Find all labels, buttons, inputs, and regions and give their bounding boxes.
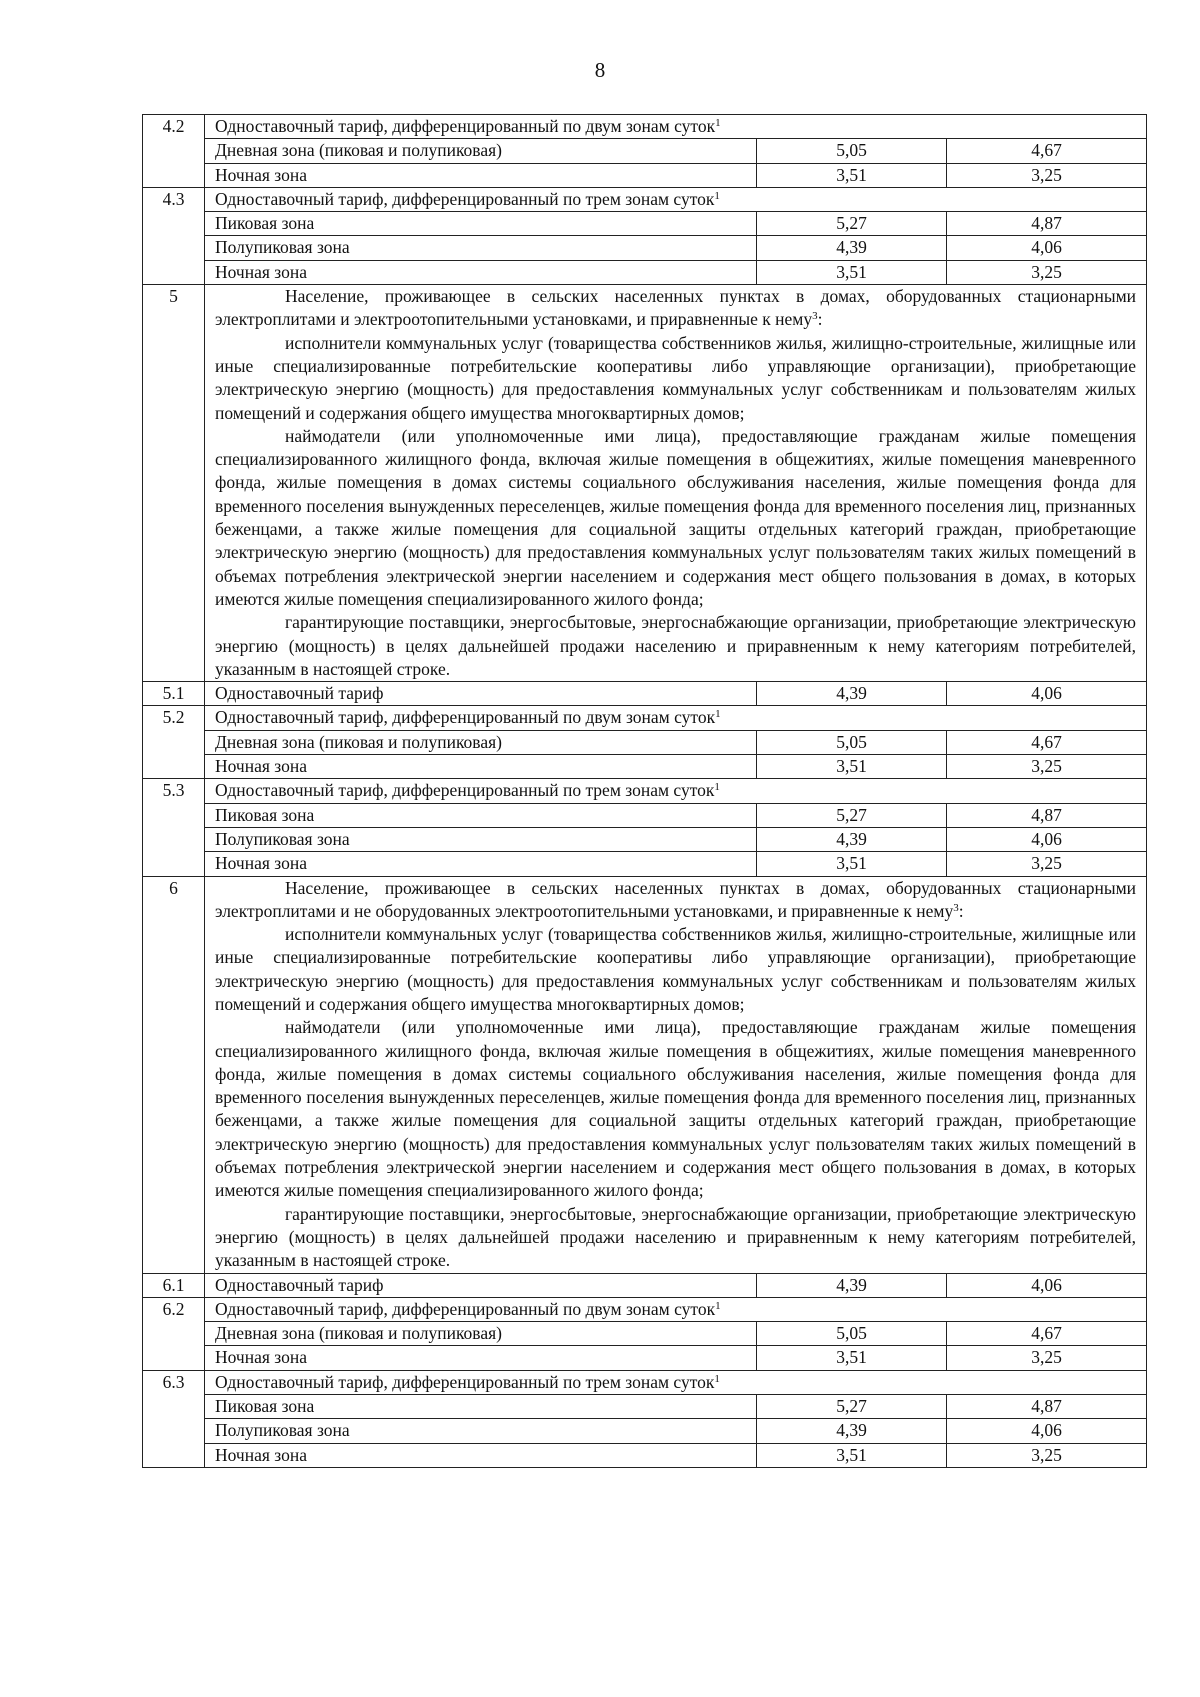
tariff-value-2: 3,25 [947,852,1147,876]
table-row [143,876,1147,1273]
description-paragraph: наймодатели (или уполномоченные ими лица), предоставляющие гражданам жилые помещения специализированного жилищного фонда, включая жилые помещения в общежитиях, жилые помещения маневренного фонда, жилые помещения в домах системы социального обслуживания населения, жилые помещения фонда для временного поселения вынужденных переселенцев, жилые помещения фонда для временного поселения лиц, признанных беженцами, а также жилые помещения для социальной защиты отдельных категорий граждан, приобретающие электрическую энергию (мощность) для предоставления коммунальных услуг пользователям таких жилых помещений в объемах потребления электрической энергии населением и содержания мест общего пользования в домах, в которых имеются жилые помещения специализированного жилого фонда; [215,425,1137,609]
row-number: 4.3 [143,187,205,284]
table-row [143,803,1147,827]
description-paragraph: гарантирующие поставщики, энергосбытовые, энергоснабжающие организации, приобретающие электрическую энергию (мощность) в целях дальнейшей продажи населению и приравненным к нему категориям потребителей, указанным в настоящей строке. [215,1203,1137,1271]
footnote-mark: 3 [953,901,959,914]
tariff-value-2: 4,67 [947,730,1147,754]
row-number: 6.1 [143,1273,205,1297]
table-row [143,1419,1147,1443]
table-row [143,706,1147,730]
tariff-value-1: 5,05 [757,1322,947,1346]
row-heading: Одноставочный тариф, дифференцированный по трем зонам суток$^1$ [205,779,1147,803]
tariff-value-2: 4,06 [947,827,1147,851]
tariff-value-2: 4,06 [947,1419,1147,1443]
tariff-value-2: 4,06 [947,236,1147,260]
row-heading: Одноставочный тариф, дифференцированный по двум зонам суток$^1$ [205,115,1147,139]
tariff-value-1: 5,27 [757,803,947,827]
zone-label: Пиковая зона [205,803,757,827]
footnote-mark: 3 [812,310,818,323]
table-row [143,755,1147,779]
row-heading: Одноставочный тариф, дифференцированный по трем зонам суток$^1$ [205,1370,1147,1394]
zone-label: Одноставочный тариф [205,1273,757,1297]
zone-label: Дневная зона (пиковая и полупиковая) [205,139,757,163]
tariff-value-2: 3,25 [947,163,1147,187]
tariff-value-2: 3,25 [947,755,1147,779]
table-row [143,779,1147,803]
zone-label: Ночная зона [205,163,757,187]
description-paragraph: исполнители коммунальных услуг (товарищества собственников жилья, жилищно-строительные, жилищные или иные специализированные потребительские кооперативы либо управляющие организации), приобретающие электрическую энергию (мощность) для предоставления коммунальных услуг собственникам и пользователям жилых помещений и содержания общего имущества многоквартирных домов; [215,924,1137,1014]
table-row [143,1297,1147,1321]
footnote-mark: 1 [714,1372,720,1385]
row-number: 6.2 [143,1297,205,1370]
zone-label: Ночная зона [205,755,757,779]
table-row [143,285,1147,682]
tariff-value-1: 4,39 [757,236,947,260]
table-row [143,852,1147,876]
zone-label: Пиковая зона [205,1395,757,1419]
footnote-mark: 1 [715,117,721,129]
zone-label: Дневная зона (пиковая и полупиковая) [205,730,757,754]
row-number: 5.1 [143,682,205,706]
table-row [143,236,1147,260]
zone-label: Ночная зона [205,260,757,284]
tariff-value-1: 3,51 [757,260,947,284]
tariff-value-1: 3,51 [757,755,947,779]
tariff-value-2: 4,87 [947,1395,1147,1419]
row-number: 6 [143,876,205,1273]
table-row [143,682,1147,706]
table-row [143,1346,1147,1370]
tariff-value-2: 4,87 [947,212,1147,236]
zone-label: Полупиковая зона [205,1419,757,1443]
footnote-mark: 1 [714,189,720,202]
zone-label: Пиковая зона [205,212,757,236]
tariff-value-2: 4,06 [947,1273,1147,1297]
description-paragraph: Население, проживающее в сельских населенных пунктах в домах, оборудованных стационарными электроплитами и не оборудованных электроотопительными установками, и приравненные к нему$^3$: [215,877,1137,921]
description-paragraph: гарантирующие поставщики, энергосбытовые, энергоснабжающие организации, приобретающие электрическую энергию (мощность) в целях дальнейшей продажи населению и приравненным к нему категориям потребителей, указанным в настоящей строке. [215,612,1137,679]
tariff-value-1: 3,51 [757,852,947,876]
tariff-table [142,114,1147,1468]
table-row [143,1370,1147,1394]
row-heading: Одноставочный тариф, дифференцированный по двум зонам суток$^1$ [205,706,1147,730]
tariff-value-2: 3,25 [947,1443,1147,1467]
table-row [143,1443,1147,1467]
row-number: 4.2 [143,115,205,188]
row-number: 5 [143,285,205,682]
tariff-value-1: 5,05 [757,730,947,754]
row-heading: Одноставочный тариф, дифференцированный по двум зонам суток$^1$ [205,1297,1147,1321]
zone-label: Ночная зона [205,1443,757,1467]
tariff-value-2: 4,67 [947,139,1147,163]
zone-label: Ночная зона [205,1346,757,1370]
tariff-value-2: 4,06 [947,682,1147,706]
consumer-description [205,876,1147,1273]
description-paragraph: исполнители коммунальных услуг (товарищества собственников жилья, жилищно-строительные, жилищные или иные специализированные потребительские кооперативы либо управляющие организации), приобретающие электрическую энергию (мощность) для предоставления коммунальных услуг собственникам и пользователям жилых помещений и содержания общего имущества многоквартирных домов; [215,332,1137,423]
footnote-mark: 1 [714,781,720,794]
footnote-mark: 1 [715,708,721,721]
table-row [143,730,1147,754]
page-number: 8 [594,58,606,82]
description-paragraph: наймодатели (или уполномоченные ими лица), предоставляющие гражданам жилые помещения специализированного жилищного фонда, включая жилые помещения в общежитиях, жилые помещения маневренного фонда, жилые помещения в домах системы социального обслуживания населения, жилые помещения фонда для временного поселения вынужденных переселенцев, жилые помещения фонда для временного поселения лиц, признанных беженцами, а также жилые помещения для социальной защиты отдельных категорий граждан, приобретающие электрическую энергию (мощность) для предоставления коммунальных услуг пользователям таких жилых помещений в объемах потребления электрической энергии населением и содержания мест общего пользования в домах, в которых имеются жилые помещения специализированного жилого фонда; [215,1017,1137,1201]
zone-label: Ночная зона [205,852,757,876]
tariff-value-1: 4,39 [757,1273,947,1297]
table-row [143,212,1147,236]
tariff-value-1: 5,27 [757,1395,947,1419]
description-paragraph: Население, проживающее в сельских населенных пунктах в домах, оборудованных стационарными электроплитами и электроотопительными установками, и приравненные к нему$^3$: [215,286,1137,330]
tariff-value-1: 3,51 [757,163,947,187]
consumer-description [205,285,1147,682]
tariff-value-1: 3,51 [757,1346,947,1370]
row-heading: Одноставочный тариф, дифференцированный по трем зонам суток$^1$ [205,187,1147,211]
table-row [143,115,1147,139]
tariff-value-2: 4,67 [947,1322,1147,1346]
tariff-value-2: 3,25 [947,260,1147,284]
table-row [143,827,1147,851]
tariff-value-1: 4,39 [757,1419,947,1443]
table-row [143,260,1147,284]
zone-label: Одноставочный тариф [205,682,757,706]
zone-label: Полупиковая зона [205,236,757,260]
tariff-value-1: 4,39 [757,827,947,851]
tariff-value-1: 4,39 [757,682,947,706]
tariff-value-1: 5,27 [757,212,947,236]
tariff-value-1: 3,51 [757,1443,947,1467]
table-row [143,139,1147,163]
table-row [143,163,1147,187]
tariff-value-1: 5,05 [757,139,947,163]
row-number: 5.2 [143,706,205,779]
table-row [143,187,1147,211]
row-number: 5.3 [143,779,205,876]
row-number: 6.3 [143,1370,205,1467]
table-row [143,1395,1147,1419]
zone-label: Дневная зона (пиковая и полупиковая) [205,1322,757,1346]
tariff-value-2: 3,25 [947,1346,1147,1370]
table-row [143,1322,1147,1346]
tariff-value-2: 4,87 [947,803,1147,827]
zone-label: Полупиковая зона [205,827,757,851]
footnote-mark: 1 [715,1299,721,1312]
table-row [143,1273,1147,1297]
